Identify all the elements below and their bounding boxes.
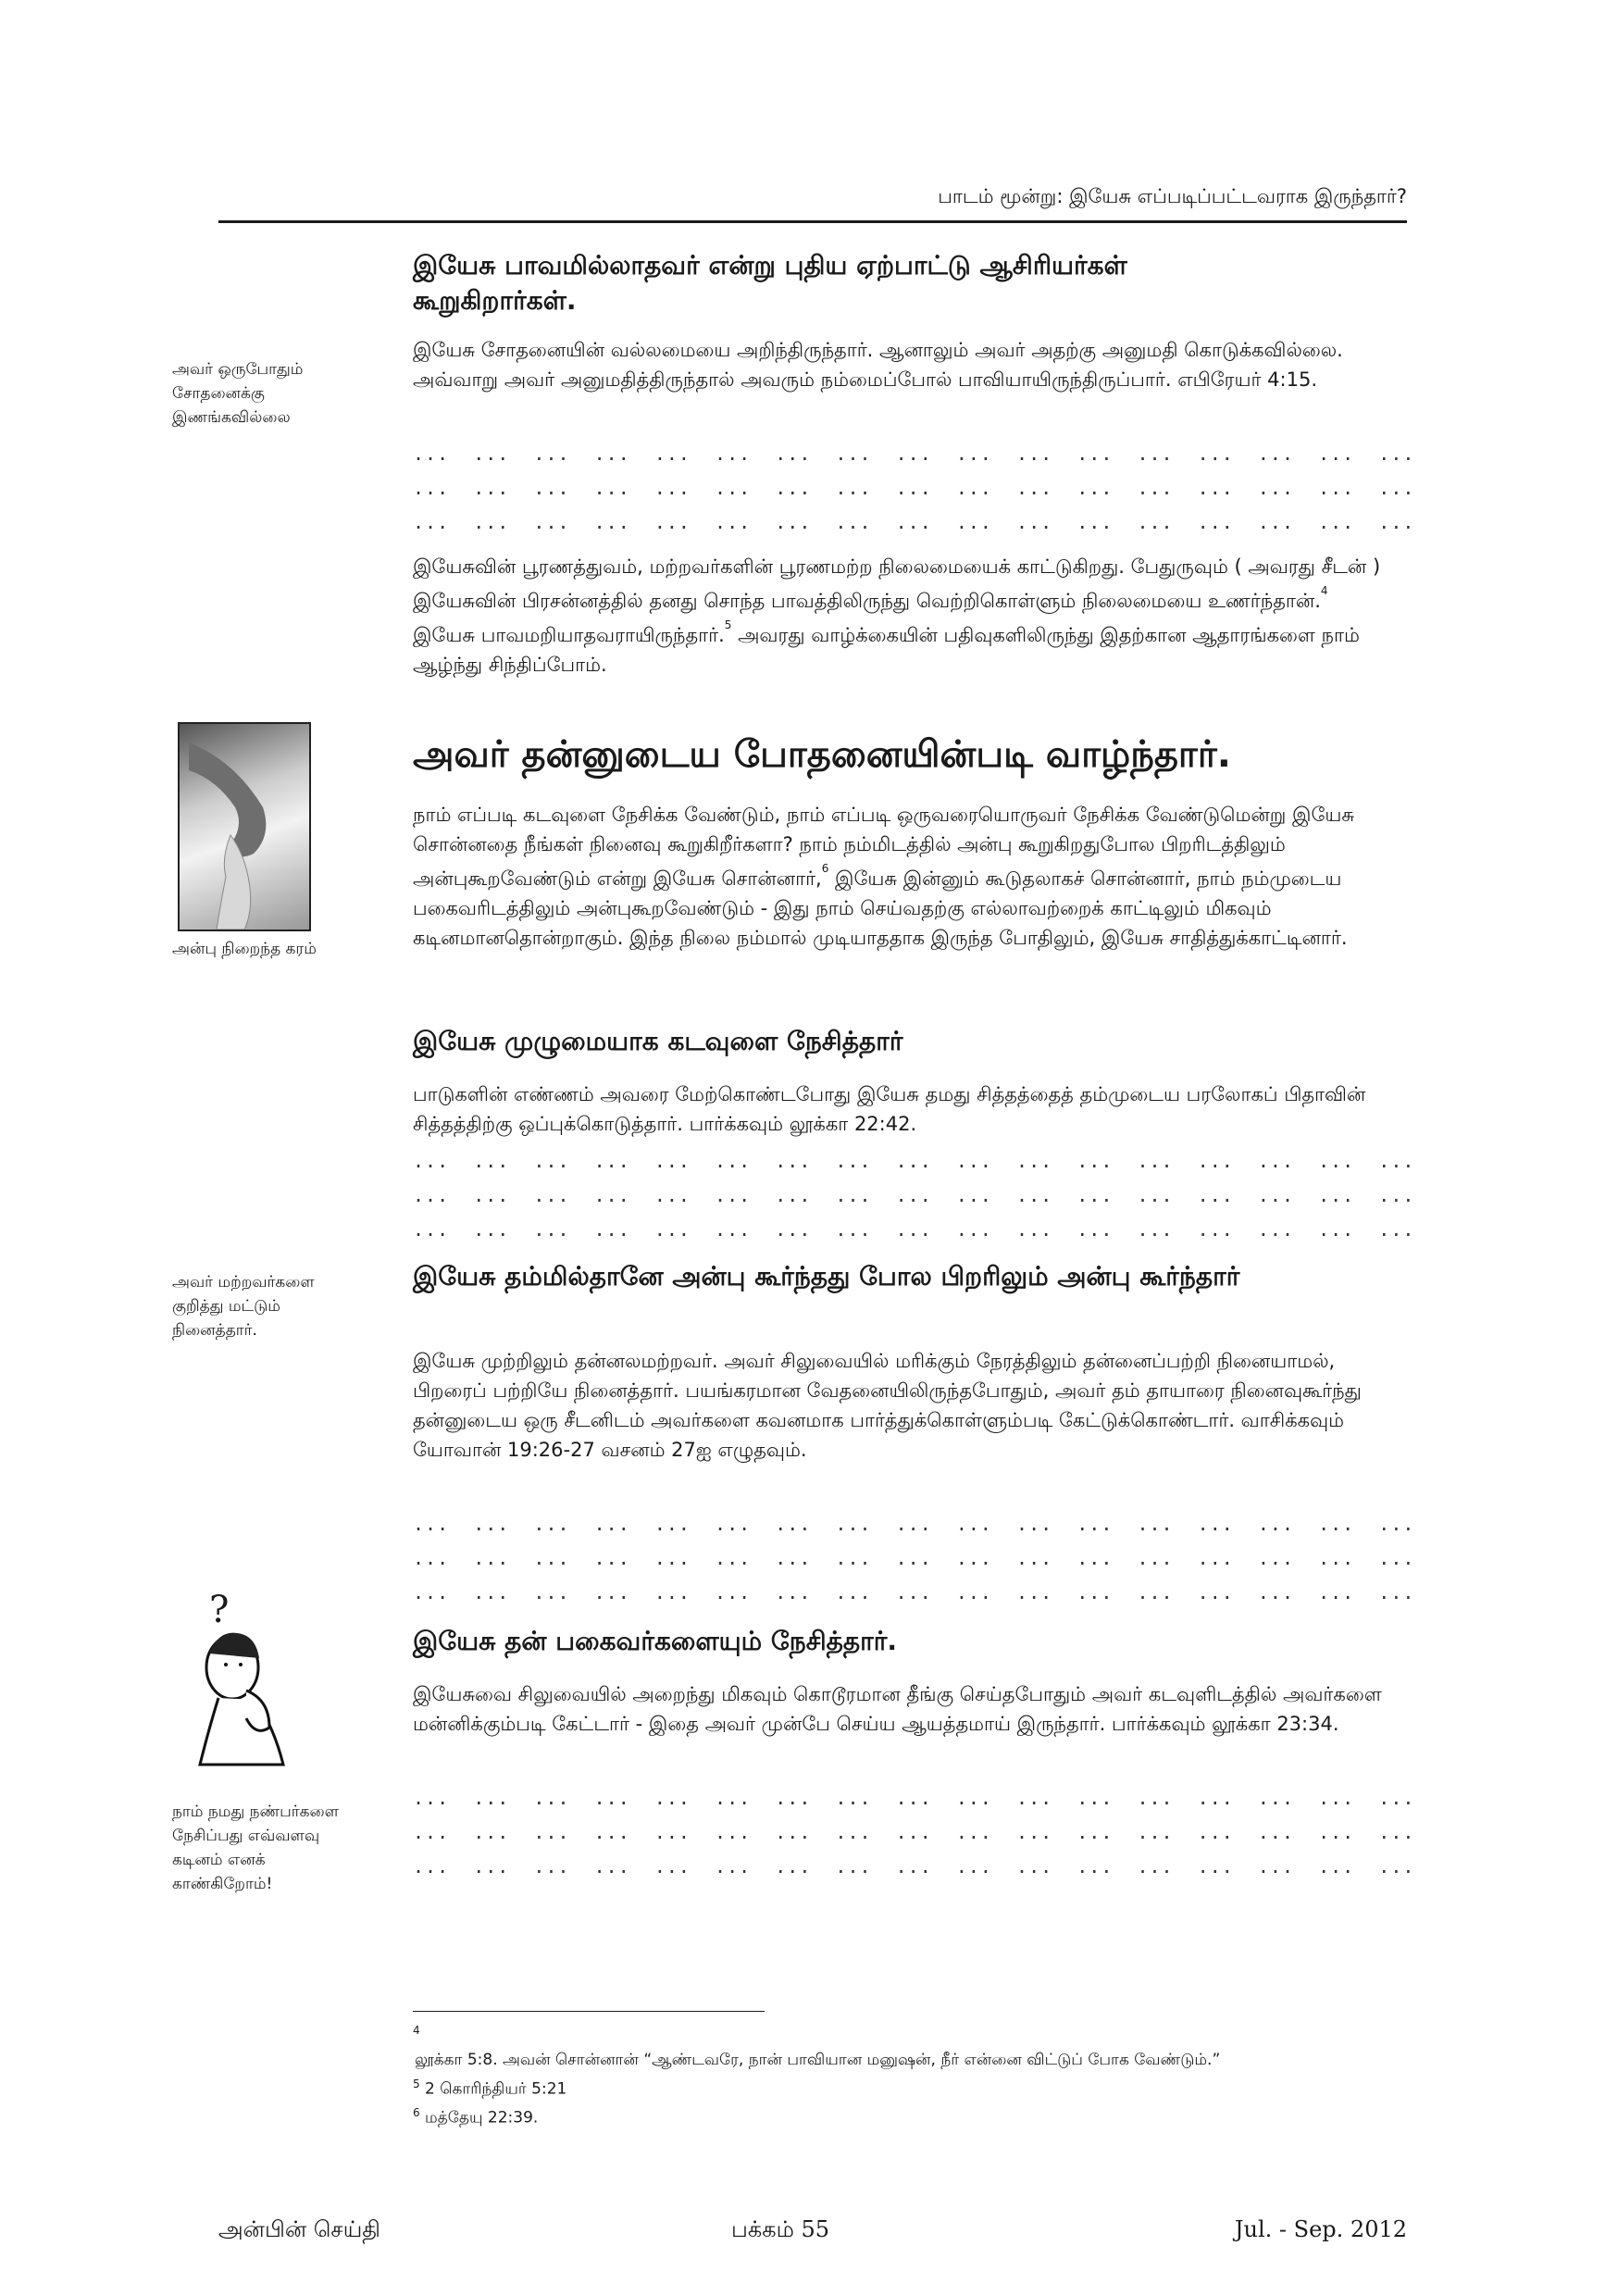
dotted-line: ... ... ... ... ... ... ... ... ... ... ... ... ... ... ... ... ...: [413, 1218, 1415, 1241]
dotted-line: ... ... ... ... ... ... ... ... ... ... ... ... ... ... ... ... ...: [413, 1581, 1415, 1603]
dotted-line: ... ... ... ... ... ... ... ... ... ... ... ... ... ... ... ... ...: [413, 443, 1415, 465]
section-5-para-wrap: [413, 1679, 1407, 1739]
thinking-man-icon: [181, 1589, 302, 1774]
section-3-paragraph: பாடுகளின் எண்ணம் அவரை மேற்கொண்டபோது இயேசு தமது சித்தத்தைத் தம்முடைய பரலோகப் பிதாவின் சித்தத்திற்கு ஒப்புக்கொடுத்தார். பார்க்கவும் லூக்கா 22:42.: [413, 1083, 1366, 1135]
margin-note-temptation: அவர் ஒருபோதும் சோதனைக்கு இணங்கவில்லை: [172, 360, 304, 427]
section-4-heading: இயேசு தம்மில்தானே அன்பு கூர்ந்தது போல பிறரிலும் அன்பு கூர்ந்தார்: [413, 1261, 1240, 1292]
answer-lines-2: [413, 1144, 1415, 1247]
footnote-item: [413, 2101, 1431, 2130]
header-rule: [218, 220, 1407, 223]
section-2-heading: அவர் தன்னுடைய போதனையின்படி வாழ்ந்தார்.: [413, 733, 1231, 776]
dotted-line: ... ... ... ... ... ... ... ... ... ... ... ... ... ... ... ... ...: [413, 1787, 1415, 1809]
section-5: [413, 1624, 1407, 1659]
section-5-heading: இயேசு தன் பகைவர்களையும் நேசித்தார்.: [413, 1626, 898, 1656]
footer-issue-date: Jul. - Sep. 2012: [1234, 2216, 1407, 2242]
section-3: [413, 1024, 1407, 1059]
section-1-para-b-wrap: [413, 552, 1407, 680]
footnotes: [413, 2018, 1431, 2130]
dotted-line: ... ... ... ... ... ... ... ... ... ... ... ... ... ... ... ... ...: [413, 1150, 1415, 1172]
hands-photo: [178, 722, 311, 931]
section-2: [413, 731, 1407, 778]
section-4: [413, 1259, 1407, 1294]
section-1-paragraph-b: [413, 552, 1385, 680]
para-b-part-2: இயேசு பாவமறியாதவராயிருந்தார்.: [413, 624, 725, 646]
footer-publication: அன்பின் செய்தி: [218, 2216, 380, 2242]
answer-lines-1: [413, 437, 1415, 540]
section-2-para-wrap: [413, 800, 1407, 953]
margin-note-thought-of-others: அவர் மற்றவர்களை குறித்து மட்டும் நினைத்தார்.: [172, 1273, 315, 1340]
para-b-part-3: அவரது வாழ்க்கையின் பதிவுகளிலிருந்து இதற்கான ஆதாரங்களை நாம் ஆழ்ந்து சிந்திப்போம்.: [413, 624, 1360, 676]
hands-illustration: [180, 724, 309, 930]
dotted-line: ... ... ... ... ... ... ... ... ... ... ... ... ... ... ... ... ...: [413, 1855, 1415, 1878]
section-4-paragraph: இயேசு முற்றிலும் தன்னலமற்றவர். அவர் சிலுவையில் மரிக்கும் நேரத்திலும் தன்னைப்பற்றி நினையாமல், பிறரைப் பற்றியே நினைத்தார். பயங்கரமான வேதனையிலிருந்தபோதும், அவர் தம் தாயாரை நினைவுகூர்ந்து தன்னுடைய ஒரு சீடனிடம் அவர்களை கவனமாக பார்த்துக்கொள்ளும்படி கேட்டுக்கொண்டார். வாசிக்கவும் யோவான் 19:26-27 வசனம் 27ஐ எழுதவும்.: [413, 1350, 1362, 1461]
section-1-paragraph-a: இயேசு சோதனையின் வல்லமையை அறிந்திருந்தார். ஆனாலும் அவர் அதற்கு அனுமதி கொடுக்கவில்லை. அவ்வாறு அவர் அனுமதித்திருந்தால் அவரும் நம்மைப்போல் பாவியாயிருந்திருப்பார். எபிரேயர் 4:15.: [413, 339, 1343, 391]
footnote-item: [413, 2018, 1431, 2072]
dotted-line: ... ... ... ... ... ... ... ... ... ... ... ... ... ... ... ... ...: [413, 511, 1415, 533]
section-1-heading: இயேசு பாவமில்லாதவர் என்று புதிய ஏற்பாட்டு ஆசிரியர்கள் கூறுகிறார்கள்.: [413, 250, 1127, 316]
section-3-heading: இயேசு முழுமையாக கடவுளை நேசித்தார்: [413, 1026, 903, 1056]
running-header: பாடம் மூன்று: இயேசு எப்படிப்பட்டவராக இருந்தார்?: [938, 185, 1407, 207]
footer-page-number: பக்கம் 55: [731, 2216, 830, 2242]
section-4-para-wrap: [413, 1346, 1407, 1465]
footnote-number: 5: [413, 2077, 420, 2090]
footnote-text: 2 கொரிந்தியர் 5:21: [425, 2079, 567, 2099]
section-5-paragraph: இயேசுவை சிலுவையில் அறைந்து மிகவும் கொடூரமான தீங்கு செய்தபோதும் அவர் கடவுளிடத்தில் அவர்களை மன்னிக்கும்படி கேட்டார் - இதை அவர் முன்பே செய்ய ஆயத்தமாய் இருந்தார். பார்க்கவும் லூக்கா 23:34.: [413, 1683, 1382, 1735]
section-2-paragraph: [413, 800, 1394, 953]
footnote-number: 6: [413, 2106, 420, 2120]
answer-lines-4: [413, 1781, 1415, 1884]
dotted-line: ... ... ... ... ... ... ... ... ... ... ... ... ... ... ... ... ...: [413, 1821, 1415, 1843]
dotted-line: ... ... ... ... ... ... ... ... ... ... ... ... ... ... ... ... ...: [413, 1513, 1415, 1535]
footnote-text: லூக்கா 5:8. அவன் சொன்னான் “ஆண்டவரே, நான் பாவியான மனுஷன், நீர் என்னை விட்டுப் போக வேண்டும்.”: [415, 2050, 1221, 2069]
footnote-text: மத்தேயு 22:39.: [425, 2108, 539, 2128]
section-3-para-wrap: [413, 1079, 1407, 1139]
footnote-rule: [413, 2011, 765, 2012]
margin-note-loving-hand: அன்பு நிறைந்த கரம்: [172, 940, 317, 958]
footnote-ref-6[interactable]: 6: [821, 862, 829, 875]
section-2-part-2: இயேசு இன்னும் கூடுதலாகச் சொன்னார், நாம் நம்முடைய பகைவரிடத்திலும் அன்புகூறவேண்டும் - இது நாம் செய்வதற்கு எல்லாவற்றைக் காட்டிலும் மிகவும் கடினமானதொன்றாகும். இந்த நிலை நம்மால் முடியாததாக இருந்த போதிலும், இயேசு சாதித்துக்காட்டினார்.: [413, 867, 1348, 949]
section-1: [413, 248, 1407, 318]
margin-note-love-friends: நாம் நமது நண்பர்களை நேசிப்பது எவ்வளவு கடினம் எனக் காண்கிறோம்!: [172, 1803, 339, 1893]
footnote-ref-4[interactable]: 4: [1320, 584, 1328, 597]
footnote-item: [413, 2072, 1431, 2102]
section-1-para-a-wrap: [413, 335, 1407, 394]
dotted-line: ... ... ... ... ... ... ... ... ... ... ... ... ... ... ... ... ...: [413, 477, 1415, 499]
footnote-ref-5[interactable]: 5: [724, 618, 732, 631]
dotted-line: ... ... ... ... ... ... ... ... ... ... ... ... ... ... ... ... ...: [413, 1184, 1415, 1206]
question-mark: ?: [209, 1589, 230, 1631]
para-b-part-1: இயேசுவின் பூரணத்துவம், மற்றவர்களின் பூரணமற்ற நிலைமையைக் காட்டுகிறது. பேதுருவும் ( அவரது சீடன் ) இயேசுவின் பிரசன்னத்தில் தனது சொந்த பாவத்திலிருந்து வெற்றிகொள்ளும் நிலைமையை உணர்ந்தான்.: [413, 555, 1381, 612]
answer-lines-3: [413, 1507, 1415, 1610]
dotted-line: ... ... ... ... ... ... ... ... ... ... ... ... ... ... ... ... ...: [413, 1547, 1415, 1569]
section-2-part-1: நாம் எப்படி கடவுளை நேசிக்க வேண்டும், நாம் எப்படி ஒருவரையொருவர் நேசிக்க வேண்டுமென்று இயேசு சொன்னதை நீங்கள் நினைவு கூறுகிறீர்களா? நாம் நம்மிடத்தில் அன்பு கூறுகிறதுபோல பிறரிடத்திலும் அன்புகூறவேண்டும் என்று இயேசு சொன்னார்,: [413, 804, 1355, 890]
thinking-man-illustration: [181, 1589, 302, 1774]
footnote-number: 4: [413, 2024, 420, 2037]
